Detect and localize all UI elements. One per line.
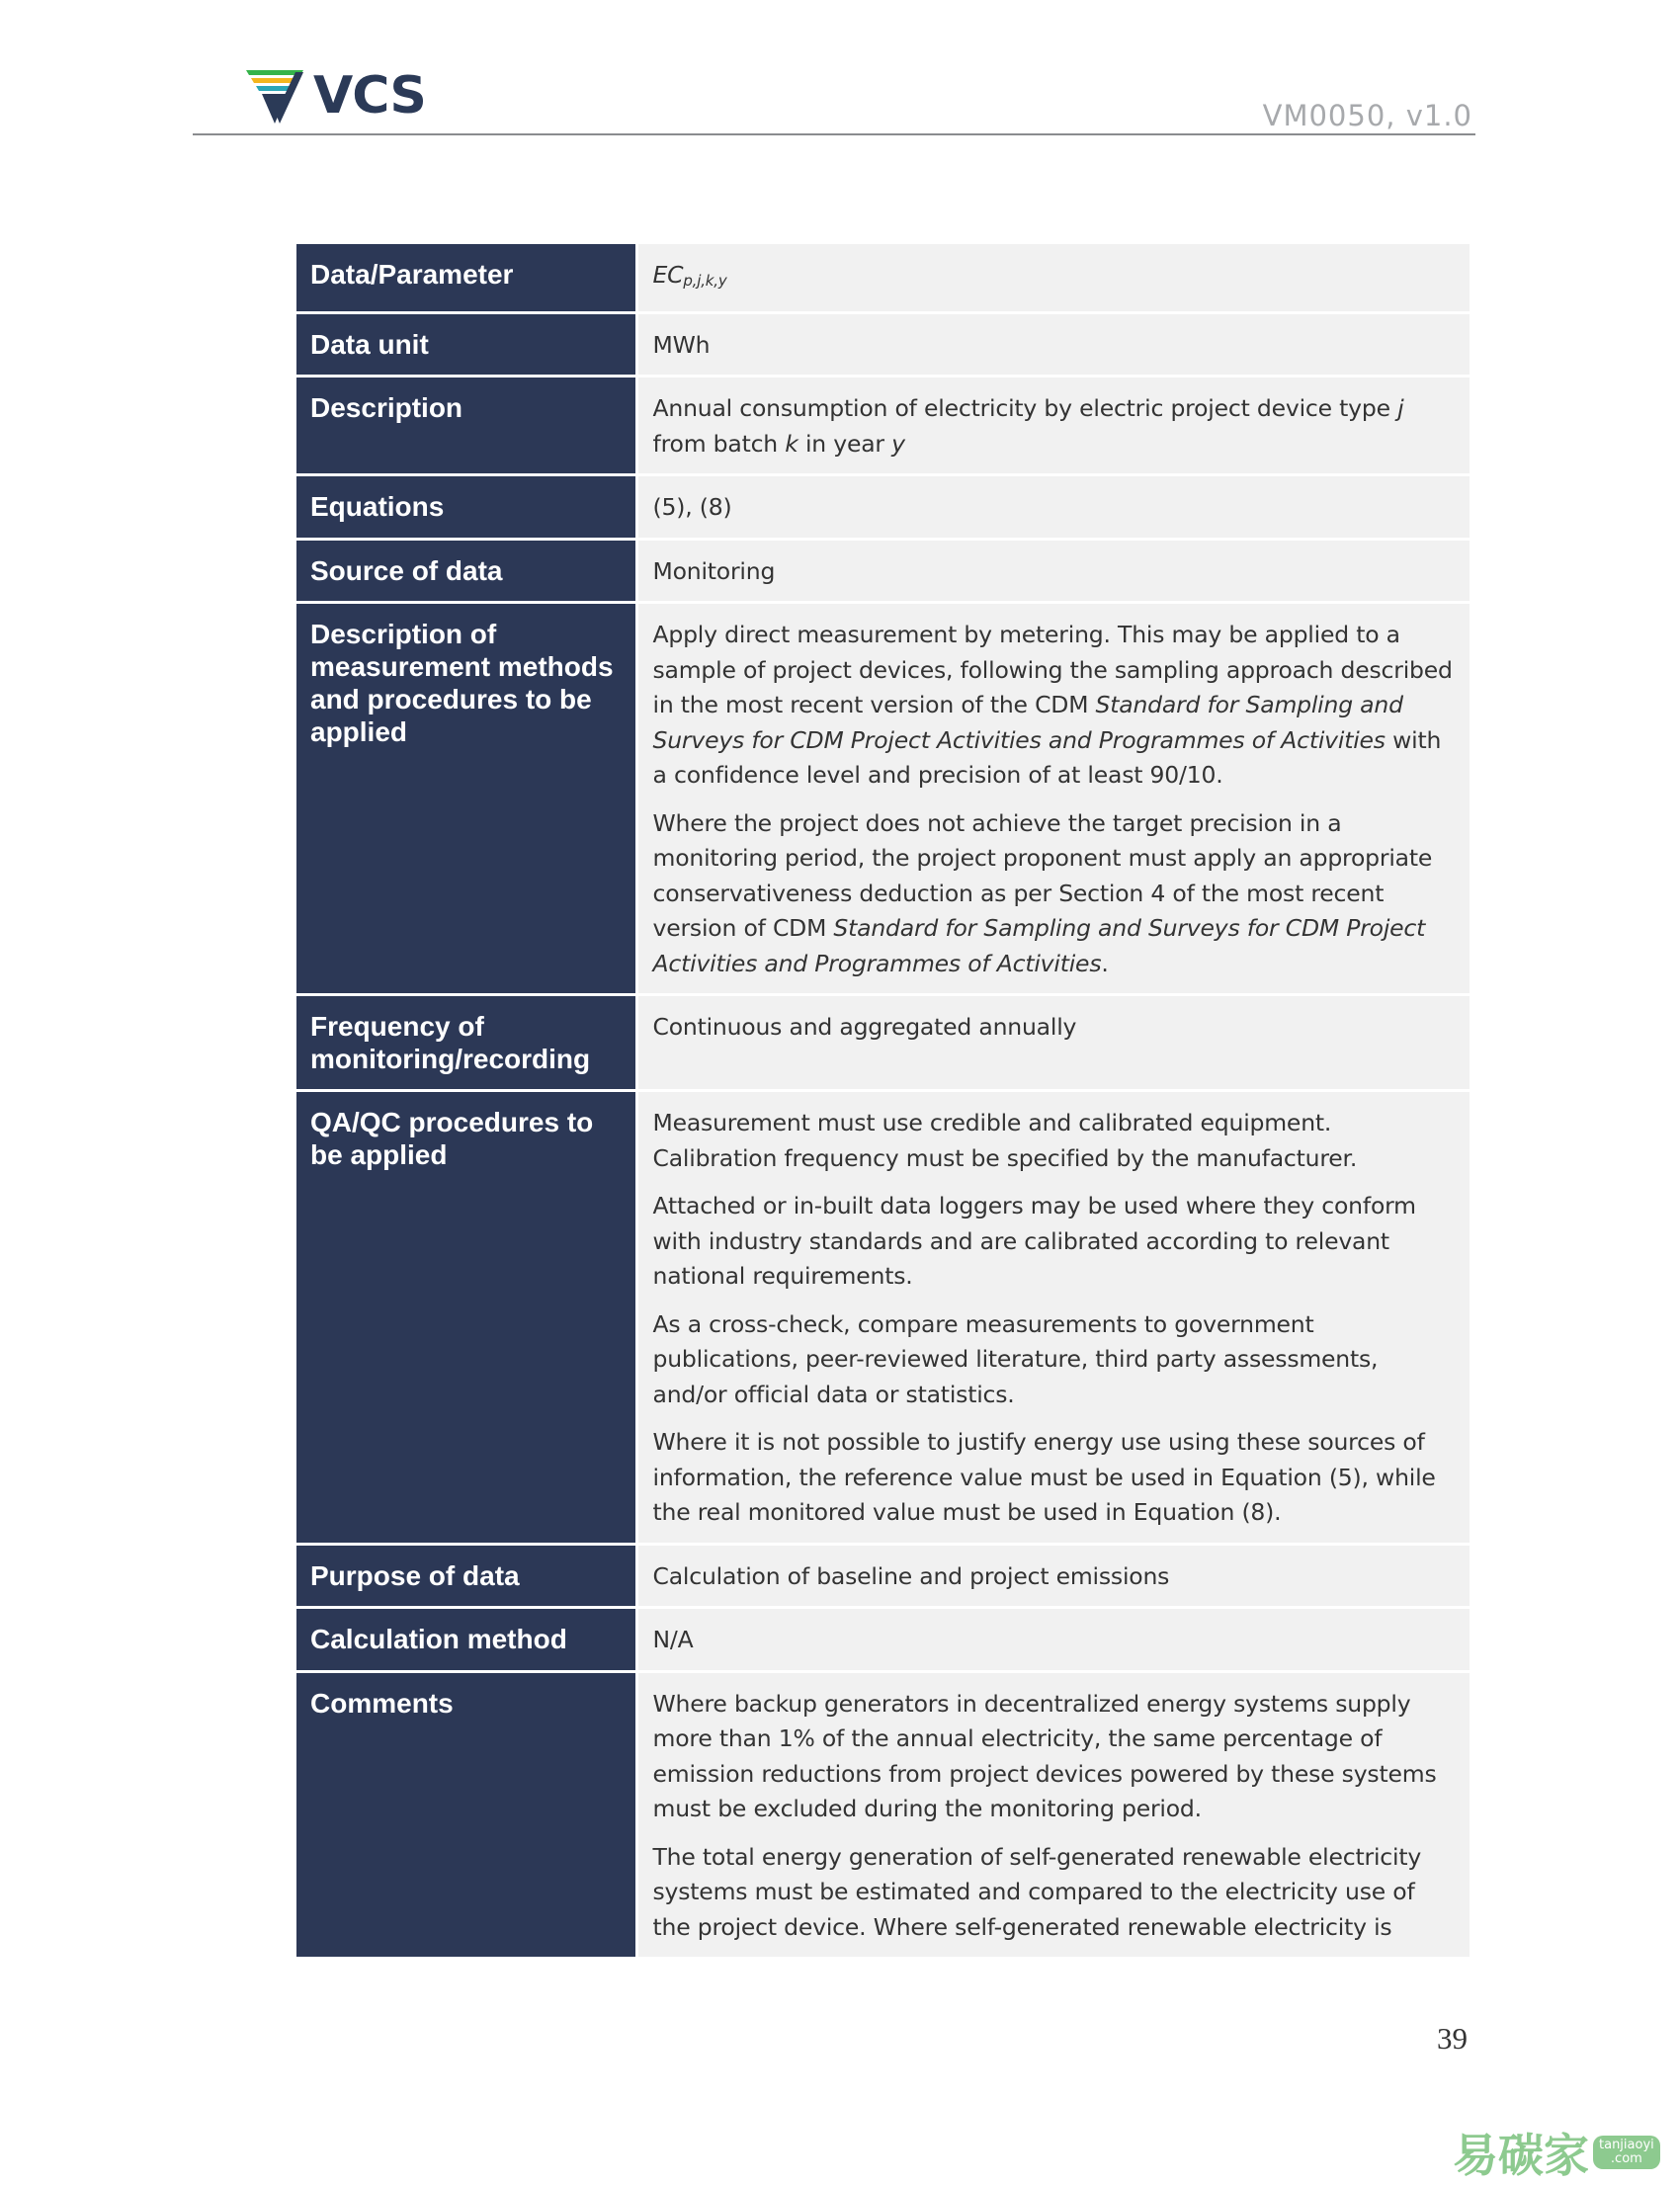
- row-value: MWh: [636, 312, 1470, 377]
- table-row-calculation-method: [296, 1608, 1470, 1672]
- row-label: Data/Parameter: [296, 244, 636, 312]
- paragraph: Measurement must use credible and calibrated equipment. Calibration frequency must be specified by the manufacturer.: [652, 1109, 1358, 1172]
- table-row-measurement-methods: [296, 603, 1470, 995]
- row-label: Data unit: [296, 312, 636, 377]
- row-value: [636, 1091, 1470, 1545]
- watermark-badge-line: tanjiaoyi: [1599, 2138, 1654, 2152]
- table-row-frequency: [296, 995, 1470, 1091]
- italic-variable: j: [1397, 394, 1404, 422]
- row-value: (5), (8): [636, 475, 1470, 540]
- italic-title: Standard for Sampling and Surveys for CDM Project Activities and Programmes of Activities: [652, 914, 1426, 977]
- row-label: Description of measurement methods and procedures to be applied: [296, 603, 636, 995]
- parameter-table: [296, 244, 1470, 1960]
- italic-title: Standard for Sampling and Surveys for CDM Project Activities and Programmes of Activities: [652, 691, 1403, 754]
- row-label: Frequency of monitoring/recording: [296, 995, 636, 1091]
- table-row-equations: [296, 475, 1470, 540]
- text-segment: Annual consumption of electricity by electric project device type: [652, 394, 1398, 422]
- vcs-logo: [246, 67, 426, 125]
- watermark: [1453, 2120, 1660, 2185]
- row-value: [636, 1671, 1470, 1959]
- table-row-qa-qc: [296, 1091, 1470, 1545]
- logo-text: VCS: [313, 66, 426, 126]
- row-label: Calculation method: [296, 1608, 636, 1672]
- row-value: [636, 603, 1470, 995]
- text-segment: with a confidence level and precision of at least 90/10.: [652, 725, 1442, 789]
- parameter-subscript: p,j,k,y: [683, 272, 727, 290]
- text-segment: Apply direct measurement by metering. This may be applied to a sample of project devices, following the sampling approach described in the most recent version of the CDM: [652, 621, 1453, 718]
- row-label: Purpose of data: [296, 1544, 636, 1608]
- document-id: VM0050, v1.0: [1262, 99, 1472, 132]
- watermark-text: 易碳家: [1453, 2129, 1589, 2182]
- paragraph: Attached or in-built data loggers may be used where they conform with industry standards and are calibrated according to relevant national requirements.: [652, 1192, 1416, 1290]
- row-value: [636, 377, 1470, 475]
- row-label: Equations: [296, 475, 636, 540]
- paragraph: [653, 806, 1457, 982]
- row-label: Comments: [296, 1671, 636, 1959]
- paragraph: [653, 618, 1457, 794]
- italic-variable: k: [785, 429, 798, 458]
- italic-variable: y: [891, 429, 905, 458]
- row-value: [636, 244, 1470, 312]
- table-row-description: [296, 377, 1470, 475]
- text-segment: .: [1101, 949, 1109, 977]
- table-row-purpose: [296, 1544, 1470, 1608]
- paragraph: As a cross-check, compare measurements to government publications, peer-reviewed literature, third party assessments, and/or official data or statistics.: [652, 1309, 1379, 1408]
- table-row-data-unit: [296, 312, 1470, 377]
- paragraph: Where backup generators in decentralized energy systems supply more than 1% of the annual electricity, the same percentage of emission reductions from project devices powered by these systems must be excluded during the monitoring period.: [652, 1689, 1437, 1822]
- row-label: QA/QC procedures to be applied: [296, 1091, 636, 1545]
- table-row-source-of-data: [296, 539, 1470, 603]
- page-number: 39: [1437, 2021, 1468, 2056]
- watermark-badge: [1593, 2136, 1660, 2169]
- row-label: Description: [296, 377, 636, 475]
- row-value: Monitoring: [636, 539, 1470, 603]
- watermark-badge-line: .com: [1610, 2151, 1642, 2166]
- text-segment: Where the project does not achieve the target precision in a monitoring period, the project proponent must apply an appropriate conservativeness deduction as per Section 4 of the most recent version of CDM: [652, 808, 1433, 942]
- header-divider: [193, 133, 1475, 135]
- vcs-checkmark-icon: [246, 67, 307, 125]
- table-row-data-parameter: [296, 244, 1470, 312]
- parameter-symbol: EC: [652, 261, 684, 289]
- row-value: Continuous and aggregated annually: [636, 995, 1470, 1091]
- row-value: N/A: [636, 1608, 1470, 1672]
- paragraph: Where it is not possible to justify energy use using these sources of information, the reference value must be used in Equation (5), while the real monitored value must be used in Equation (8).: [652, 1428, 1436, 1526]
- text-segment: in year: [798, 429, 892, 458]
- row-value: Calculation of baseline and project emissions: [636, 1544, 1470, 1608]
- text-segment: from batch: [652, 429, 786, 458]
- paragraph: The total energy generation of self-generated renewable electricity systems must be estimated and compared to the electricity use of the project device. Where self-generated renewable electricity is: [652, 1842, 1422, 1941]
- row-label: Source of data: [296, 539, 636, 603]
- table-row-comments: [296, 1671, 1470, 1959]
